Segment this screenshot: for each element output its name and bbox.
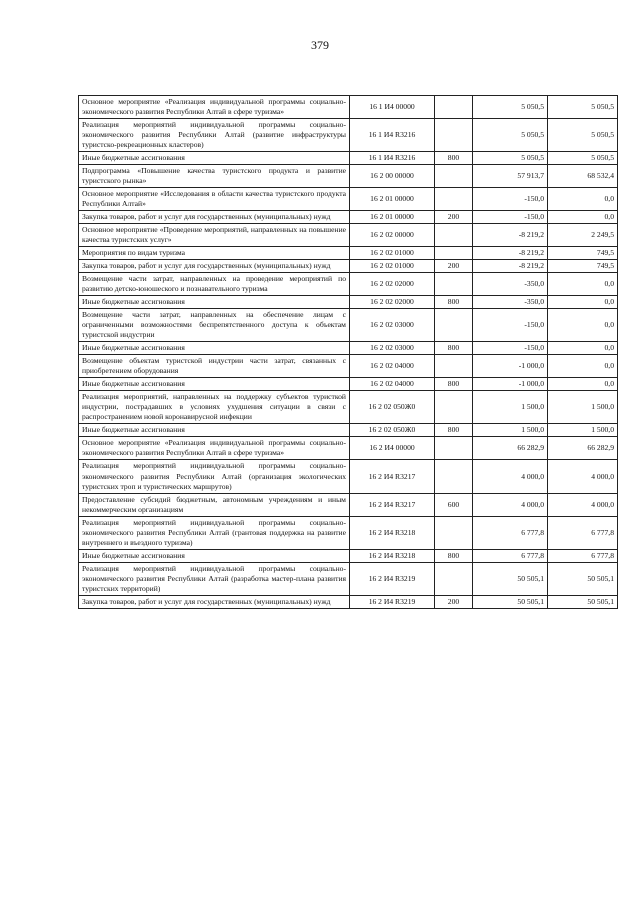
cell-expense-type	[435, 96, 473, 119]
cell-amount-2: 2 249,5	[548, 224, 618, 247]
table-row	[79, 273, 618, 296]
cell-expense-type: 600	[435, 493, 473, 516]
cell-amount-2: 749,5	[548, 260, 618, 273]
cell-amount-2: 0,0	[548, 273, 618, 296]
cell-name: Закупка товаров, работ и услуг для государственных (муниципальных) нужд	[79, 260, 350, 273]
table-row	[79, 391, 618, 424]
table-row	[79, 460, 618, 493]
cell-name: Реализация мероприятий индивидуальной программы социально-экономического развития Республики Алтай (разработка мастер-плана развития туристских территорий)	[79, 562, 350, 595]
cell-amount-2: 66 282,9	[548, 437, 618, 460]
table-row	[79, 516, 618, 549]
cell-amount-1: 4 000,0	[473, 493, 548, 516]
cell-target-code: 16 2 02 050Ж0	[350, 424, 435, 437]
cell-amount-2: 749,5	[548, 247, 618, 260]
cell-name: Иные бюджетные ассигнования	[79, 549, 350, 562]
budget-table-body	[79, 96, 618, 609]
cell-amount-1: 50 505,1	[473, 562, 548, 595]
cell-amount-1: -1 000,0	[473, 378, 548, 391]
cell-target-code: 16 2 02 02000	[350, 296, 435, 309]
cell-expense-type: 800	[435, 549, 473, 562]
cell-name: Основное мероприятие «Исследования в области качества туристского продукта Республики Алтай»	[79, 188, 350, 211]
cell-expense-type	[435, 224, 473, 247]
cell-expense-type	[435, 247, 473, 260]
cell-amount-1: -8 219,2	[473, 224, 548, 247]
cell-amount-1: 1 500,0	[473, 424, 548, 437]
cell-amount-2: 50 505,1	[548, 562, 618, 595]
cell-amount-1: -150,0	[473, 211, 548, 224]
cell-target-code: 16 1 И4 R3216	[350, 152, 435, 165]
cell-amount-1: 5 050,5	[473, 96, 548, 119]
cell-target-code: 16 2 01 00000	[350, 211, 435, 224]
table-row	[79, 96, 618, 119]
table-row	[79, 224, 618, 247]
cell-amount-2: 0,0	[548, 296, 618, 309]
cell-amount-1: 57 913,7	[473, 165, 548, 188]
cell-name: Реализация мероприятий, направленных на поддержку субъектов туристкой индустрии, пострадавших в условиях ухудшения ситуации в связи с распространением новой коронавирусной инфекции	[79, 391, 350, 424]
cell-name: Иные бюджетные ассигнования	[79, 378, 350, 391]
cell-name: Реализация мероприятий индивидуальной программы социально-экономического развития Республики Алтай (грантовая поддержка на развитие внутреннего и въездного туризма)	[79, 516, 350, 549]
cell-name: Иные бюджетные ассигнования	[79, 424, 350, 437]
cell-expense-type: 200	[435, 260, 473, 273]
cell-target-code: 16 2 02 01000	[350, 247, 435, 260]
table-row	[79, 595, 618, 608]
cell-amount-1: -150,0	[473, 188, 548, 211]
cell-expense-type: 200	[435, 595, 473, 608]
cell-expense-type	[435, 165, 473, 188]
cell-target-code: 16 2 02 00000	[350, 224, 435, 247]
cell-expense-type: 800	[435, 296, 473, 309]
cell-name: Закупка товаров, работ и услуг для государственных (муниципальных) нужд	[79, 595, 350, 608]
cell-amount-2: 0,0	[548, 188, 618, 211]
cell-target-code: 16 2 И4 00000	[350, 437, 435, 460]
cell-amount-2: 1 500,0	[548, 391, 618, 424]
cell-amount-2: 0,0	[548, 309, 618, 342]
cell-amount-1: 5 050,5	[473, 119, 548, 152]
cell-name: Основное мероприятие «Реализация индивидуальной программы социально-экономического развития Республики Алтай в сфере туризма»	[79, 96, 350, 119]
cell-name: Реализация мероприятий индивидуальной программы социально-экономического развития Республики Алтай (развитие инфраструктуры туристско-рекреационных кластеров)	[79, 119, 350, 152]
page-number: 379	[311, 38, 329, 52]
cell-expense-type: 800	[435, 378, 473, 391]
cell-target-code: 16 2 И4 R3218	[350, 516, 435, 549]
cell-amount-1: 4 000,0	[473, 460, 548, 493]
cell-expense-type	[435, 355, 473, 378]
cell-target-code: 16 2 01 00000	[350, 188, 435, 211]
cell-amount-1: -8 219,2	[473, 247, 548, 260]
cell-amount-2: 6 777,8	[548, 516, 618, 549]
table-row	[79, 152, 618, 165]
cell-amount-2: 4 000,0	[548, 460, 618, 493]
cell-name: Иные бюджетные ассигнования	[79, 152, 350, 165]
cell-target-code: 16 2 02 050Ж0	[350, 391, 435, 424]
cell-amount-2: 4 000,0	[548, 493, 618, 516]
table-row	[79, 342, 618, 355]
cell-amount-2: 50 505,1	[548, 595, 618, 608]
cell-amount-2: 5 050,5	[548, 152, 618, 165]
cell-amount-1: -150,0	[473, 309, 548, 342]
cell-target-code: 16 2 И4 R3219	[350, 562, 435, 595]
cell-target-code: 16 2 02 03000	[350, 342, 435, 355]
cell-name: Основное мероприятие «Реализация индивидуальной программы социально-экономического развития Республики Алтай в сфере туризма»	[79, 437, 350, 460]
cell-target-code: 16 2 И4 R3217	[350, 493, 435, 516]
cell-target-code: 16 2 00 00000	[350, 165, 435, 188]
cell-expense-type: 800	[435, 424, 473, 437]
cell-name: Мероприятия по видам туризма	[79, 247, 350, 260]
cell-target-code: 16 2 И4 R3219	[350, 595, 435, 608]
cell-amount-2: 5 050,5	[548, 96, 618, 119]
table-row	[79, 188, 618, 211]
table-row	[79, 165, 618, 188]
cell-amount-1: 66 282,9	[473, 437, 548, 460]
cell-amount-2: 6 777,8	[548, 549, 618, 562]
cell-target-code: 16 1 И4 00000	[350, 96, 435, 119]
cell-expense-type	[435, 273, 473, 296]
cell-expense-type	[435, 460, 473, 493]
cell-expense-type	[435, 562, 473, 595]
cell-amount-1: 6 777,8	[473, 549, 548, 562]
cell-amount-2: 68 532,4	[548, 165, 618, 188]
cell-amount-2: 0,0	[548, 342, 618, 355]
budget-table	[78, 95, 618, 609]
cell-name: Подпрограмма «Повышение качества туристского продукта и развитие туристского рынка»	[79, 165, 350, 188]
cell-amount-2: 0,0	[548, 211, 618, 224]
cell-amount-2: 0,0	[548, 378, 618, 391]
cell-amount-1: 1 500,0	[473, 391, 548, 424]
table-row	[79, 424, 618, 437]
cell-amount-1: -8 219,2	[473, 260, 548, 273]
table-row	[79, 562, 618, 595]
cell-expense-type	[435, 437, 473, 460]
table-row	[79, 378, 618, 391]
cell-amount-1: -350,0	[473, 273, 548, 296]
cell-amount-1: -350,0	[473, 296, 548, 309]
cell-name: Иные бюджетные ассигнования	[79, 296, 350, 309]
cell-expense-type	[435, 188, 473, 211]
cell-target-code: 16 2 02 02000	[350, 273, 435, 296]
cell-expense-type	[435, 391, 473, 424]
cell-amount-1: -150,0	[473, 342, 548, 355]
cell-expense-type: 800	[435, 342, 473, 355]
cell-expense-type	[435, 119, 473, 152]
cell-amount-1: 50 505,1	[473, 595, 548, 608]
cell-amount-2: 5 050,5	[548, 119, 618, 152]
table-row	[79, 119, 618, 152]
table-row	[79, 309, 618, 342]
table-row	[79, 211, 618, 224]
table-row	[79, 437, 618, 460]
table-row	[79, 296, 618, 309]
cell-name: Возмещение объектам туристской индустрии части затрат, связанных с приобретением оборудования	[79, 355, 350, 378]
cell-target-code: 16 2 02 01000	[350, 260, 435, 273]
cell-target-code: 16 2 02 03000	[350, 309, 435, 342]
table-row	[79, 355, 618, 378]
cell-amount-2: 0,0	[548, 355, 618, 378]
table-row	[79, 549, 618, 562]
cell-expense-type	[435, 309, 473, 342]
cell-name: Возмещение части затрат, направленных на проведение мероприятий по развитию детско-юношеского и познавательного туризма	[79, 273, 350, 296]
table-row	[79, 247, 618, 260]
table-row	[79, 260, 618, 273]
cell-target-code: 16 2 И4 R3218	[350, 549, 435, 562]
table-row	[79, 493, 618, 516]
cell-target-code: 16 1 И4 R3216	[350, 119, 435, 152]
cell-name: Иные бюджетные ассигнования	[79, 342, 350, 355]
cell-amount-1: 6 777,8	[473, 516, 548, 549]
cell-target-code: 16 2 02 04000	[350, 355, 435, 378]
cell-target-code: 16 2 И4 R3217	[350, 460, 435, 493]
cell-name: Основное мероприятие «Проведение мероприятий, направленных на повышение качества туристских услуг»	[79, 224, 350, 247]
cell-amount-1: 5 050,5	[473, 152, 548, 165]
cell-amount-2: 1 500,0	[548, 424, 618, 437]
cell-expense-type: 200	[435, 211, 473, 224]
cell-name: Закупка товаров, работ и услуг для государственных (муниципальных) нужд	[79, 211, 350, 224]
cell-name: Возмещение части затрат, направленных на обеспечение лицам с ограниченными возможностями беспрепятственного доступа к объектам туристской индустрии	[79, 309, 350, 342]
cell-name: Реализация мероприятий индивидуальной программы социально-экономического развития Республики Алтай (организация экологических туристских троп и туристических маршрутов)	[79, 460, 350, 493]
cell-name: Предоставление субсидий бюджетным, автономным учреждениям и иным некоммерческим организациям	[79, 493, 350, 516]
cell-expense-type	[435, 516, 473, 549]
cell-expense-type: 800	[435, 152, 473, 165]
cell-target-code: 16 2 02 04000	[350, 378, 435, 391]
cell-amount-1: -1 000,0	[473, 355, 548, 378]
